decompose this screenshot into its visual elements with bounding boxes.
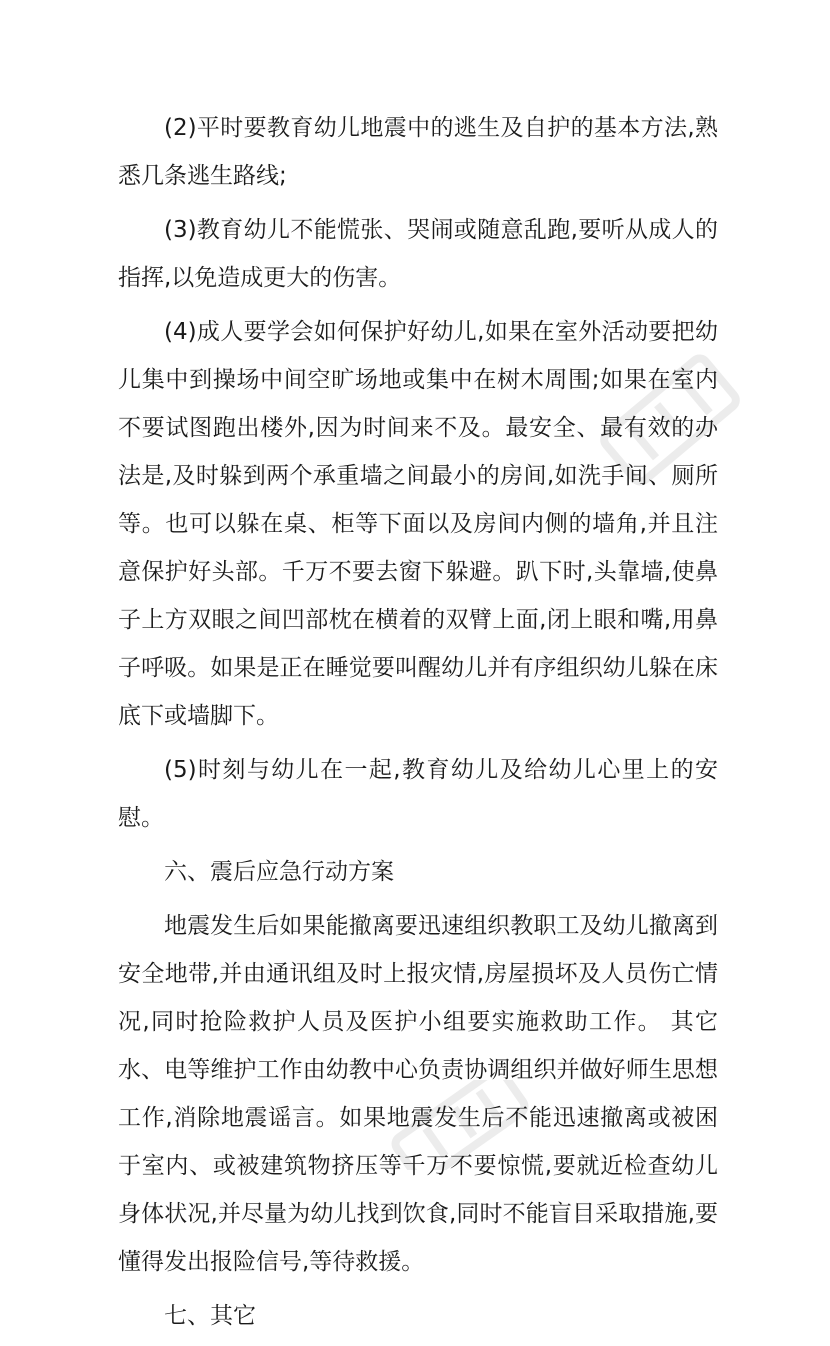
section-body-6: 地震发生后如果能撤离要迅速组织教职工及幼儿撤离到安全地带,并由通讯组及时上报灾情,房屋损坏及人员伤亡情况,同时抢险救护人员及医护小组要实施救助工作。 其它水、电等维护工作由幼教中心负责协调组织并做好师生思想工作,消除地震谣言。如果地震发生后不能迅速撤离或被困于室内、或被建筑物挤压等千万不要惊慌,要就近检查幼儿身体状况,并尽量为幼儿找到饮食,同时不能盲目采取措施,要懂得发出报险信号,等待救援。: [118, 913, 718, 1275]
document-body: [118, 104, 718, 1346]
section-heading-7: 七、其它: [164, 1303, 256, 1329]
paragraph-item-2: (2)平时要教育幼儿地震中的逃生及自护的基本方法,熟悉几条逃生路线;: [118, 115, 718, 189]
paragraph-item-4: (4)成人要学会如何保护好幼儿,如果在室外活动要把幼儿集中到操场中间空旷场地或集中在树木周围;如果在室内不要试图跑出楼外,因为时间来不及。最安全、最有效的办法是,及时躲到两个承重墙之间最小的房间,如洗手间、厕所等。也可以躲在桌、柜等下面以及房间内侧的墙角,并且注意保护好头部。千万不要去窗下躲避。趴下时,头靠墙,使鼻子上方双眼之间凹部枕在横着的双臂上面,闭上眼和嘴,用鼻子呼吸。如果是正在睡觉要叫醒幼儿并有序组织幼儿躲在床底下或墙脚下。: [118, 319, 718, 729]
paragraph-item-5: (5)时刻与幼儿在一起,教育幼儿及给幼儿心里上的安慰。: [118, 757, 718, 831]
paragraph-item-3: (3)教育幼儿不能慌张、哭闹或随意乱跑,要听从成人的指挥,以免造成更大的伤害。: [118, 217, 718, 291]
section-heading-6: 六、震后应急行动方案: [164, 859, 394, 885]
